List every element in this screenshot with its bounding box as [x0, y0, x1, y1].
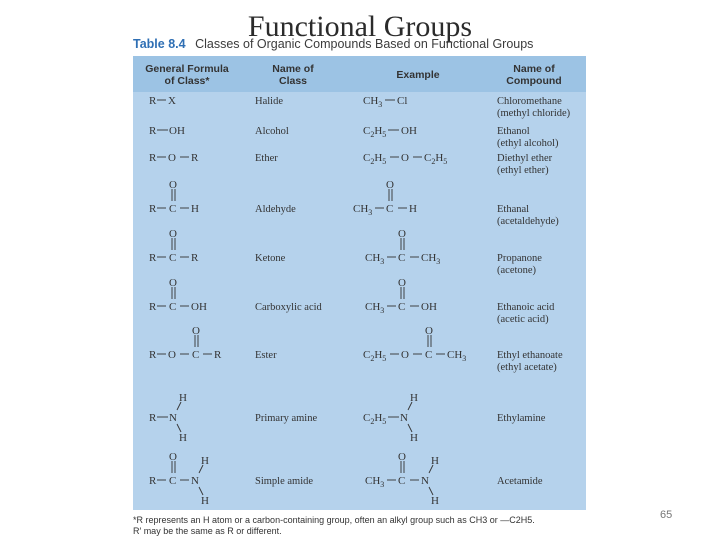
svg-text:O: O [401, 152, 409, 164]
svg-text:R: R [149, 95, 157, 107]
svg-text:R: R [149, 203, 157, 215]
svg-text:CH3: $CH_3$ [363, 95, 383, 109]
svg-text:R: R [149, 412, 157, 424]
svg-text:R: R [149, 152, 157, 164]
svg-text:OH: OH [421, 301, 437, 313]
class-name-cell: Aldehyde [255, 204, 296, 215]
compound-name-cell: (acetic acid) [497, 314, 549, 325]
svg-text:C2H5: $C_2H_5$ [363, 152, 387, 166]
svg-text:C: C [386, 203, 394, 215]
svg-text:CH3: $CH_3$ [421, 252, 441, 266]
svg-text:R: R [149, 475, 157, 487]
compound-name-cell: Propanone [497, 253, 542, 264]
svg-text:C: C [169, 301, 177, 313]
slide-title: Functional Groups [247, 10, 473, 43]
svg-text:R: R [149, 252, 157, 264]
svg-text:C: C [425, 349, 433, 361]
svg-text:H: H [191, 203, 199, 215]
compound-name-cell: Ethyl ethanoate [497, 350, 563, 361]
svg-text:R: R [149, 125, 157, 137]
svg-text:CH3: $CH_3$ [353, 203, 373, 217]
svg-text:OH: OH [191, 301, 207, 313]
svg-text:C: C [398, 301, 406, 313]
compound-name-cell: Ethanol [497, 126, 530, 137]
class-name-cell: Alcohol [255, 126, 289, 137]
svg-text:N: N [169, 412, 177, 424]
compound-name-cell: Ethanoic acid [497, 302, 555, 313]
svg-text:N: N [421, 475, 429, 487]
svg-text:R: R [214, 349, 222, 361]
svg-text:Cl: Cl [397, 95, 408, 107]
footnote-line: R′ may be the same as R or different. [133, 526, 282, 536]
header-class-name: Name of Class [272, 63, 314, 87]
svg-text:C: C [169, 203, 177, 215]
svg-text:O: O [168, 349, 176, 361]
svg-text:C2H5: $C_2H_5$ [424, 152, 448, 166]
svg-text:O: O [398, 451, 406, 463]
svg-text:C: C [398, 252, 406, 264]
class-name-cell: Carboxylic acid [255, 302, 322, 313]
class-name-cell: Halide [255, 96, 283, 107]
svg-text:O: O [401, 349, 409, 361]
svg-text:H: H [431, 495, 439, 507]
svg-text:H: H [201, 455, 209, 467]
svg-text:CH3: $CH_3$ [365, 252, 385, 266]
svg-text:N: N [400, 412, 408, 424]
compound-name-cell: (ethyl ether) [497, 165, 549, 176]
header-compound-name: Name of Compound [506, 63, 562, 87]
svg-text:H: H [431, 455, 439, 467]
compound-name-cell: Acetamide [497, 476, 543, 487]
svg-text:O: O [168, 152, 176, 164]
header-example: Example [396, 69, 440, 81]
svg-text:R: R [191, 152, 199, 164]
table-footnote [133, 515, 535, 537]
table-caption-text: Classes of Organic Compounds Based on Functional Groups [195, 37, 534, 51]
svg-text:H: H [410, 392, 418, 404]
class-name-cell: Ester [255, 350, 277, 361]
svg-text:N: N [191, 475, 199, 487]
page-number: 65 [660, 509, 673, 521]
svg-text:R: R [149, 349, 157, 361]
svg-text:O: O [398, 228, 406, 240]
svg-text:R: R [149, 301, 157, 313]
svg-text:C: C [192, 349, 200, 361]
svg-text:O: O [386, 179, 394, 191]
compound-name-cell: (ethyl alcohol) [497, 138, 559, 149]
svg-text:CH3: $CH_3$ [365, 475, 385, 489]
svg-text:CH3: $CH_3$ [365, 301, 385, 315]
compound-name-cell: Diethyl ether [497, 153, 553, 164]
svg-text:C: C [169, 475, 177, 487]
svg-text:O: O [425, 325, 433, 337]
svg-text:O: O [192, 325, 200, 337]
class-name-column [255, 96, 323, 487]
svg-text:C: C [398, 475, 406, 487]
table-caption [133, 37, 533, 51]
class-name-cell: Ether [255, 153, 278, 164]
svg-text:H: H [410, 432, 418, 444]
svg-text:O: O [169, 277, 177, 289]
svg-text:H: H [179, 392, 187, 404]
svg-text:C: C [169, 252, 177, 264]
svg-text:R: R [191, 252, 199, 264]
svg-text:OH: OH [401, 125, 417, 137]
svg-text:C2H5: $C_2H_5$ [363, 125, 387, 139]
svg-text:X: X [168, 95, 176, 107]
svg-text:O: O [169, 228, 177, 240]
svg-text:H: H [409, 203, 417, 215]
compound-name-cell: (acetone) [497, 265, 537, 276]
compound-name-cell: (acetaldehyde) [497, 216, 559, 227]
svg-text:C2H5: $C_2H_5$ [363, 412, 387, 426]
class-name-cell: Simple amide [255, 476, 314, 487]
compound-name-column [497, 96, 571, 487]
svg-text:O: O [169, 451, 177, 463]
svg-text:C2H5: $C_2H_5$ [363, 349, 387, 363]
svg-text:H: H [201, 495, 209, 507]
svg-text:OH: OH [169, 125, 185, 137]
svg-text:O: O [398, 277, 406, 289]
compound-name-cell: Ethanal [497, 204, 530, 215]
compound-name-cell: (methyl chloride) [497, 108, 571, 119]
table-body [133, 56, 586, 510]
svg-text:CH3: $CH_3$ [447, 349, 467, 363]
footnote-line: *R represents an H atom or a carbon-containing group, often an alkyl group such as CH3 or —C2H5. [133, 515, 535, 525]
class-name-cell: Ketone [255, 253, 286, 264]
compound-name-cell: Ethylamine [497, 413, 546, 424]
svg-text:O: O [169, 179, 177, 191]
table-number: Table 8.4 [133, 37, 186, 51]
svg-text:H: H [179, 432, 187, 444]
header-general-formula: General Formula of Class* [145, 63, 229, 87]
compound-name-cell: Chloromethane [497, 96, 562, 107]
compound-name-cell: (ethyl acetate) [497, 362, 557, 373]
class-name-cell: Primary amine [255, 413, 318, 424]
